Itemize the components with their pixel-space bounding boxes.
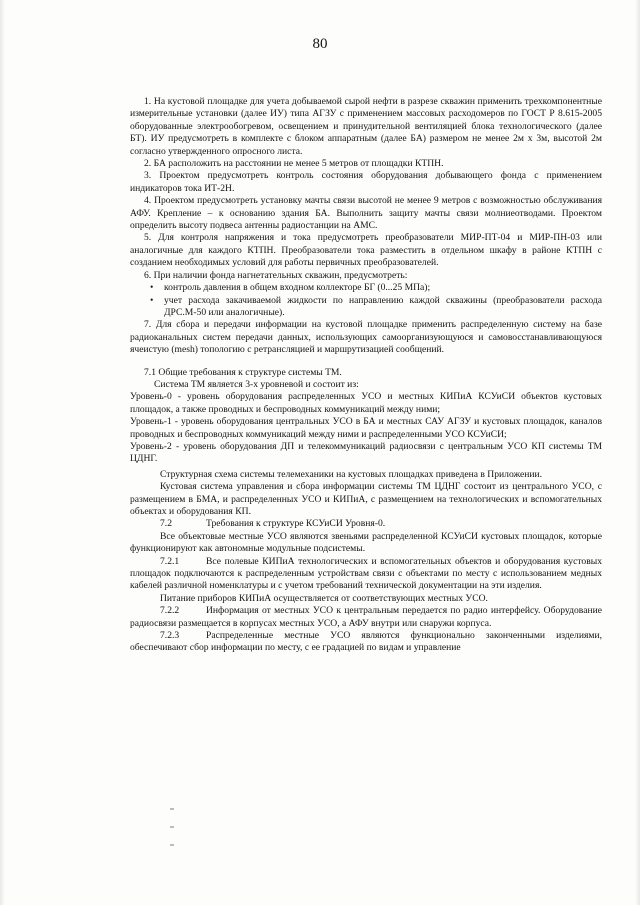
section-7-2-1-number: 7.2.1 [160,555,180,567]
item-5: 5. Для контроля напряжения и тока предусмотреть преобразователи МИР-ПТ-04 и МИР-ПН-03 или аналогичные для каждого КТПН. Преобразователи тока разместить в отдельном шкафу в районе КТПН с созданием необходимых условий для работы первичных преобразователей. [130,232,602,269]
page-number: 80 [312,36,328,52]
bullet-flow: • учет расхода закачиваемой жидкости по направлению каждой скважины (преобразователи расхода ДРС.М-50 или аналогичные). [164,295,602,320]
level-0: Уровень-0 - уровень оборудования распределенных УСО и местных КИПиА КСУиСИ объектов кустовых площадок, а также проводных и беспроводных коммуникаций между ними; [130,391,602,415]
section-7-2-2 [130,605,602,630]
bullet-pressure: • контроль давления в общем входном коллекторе БГ (0...25 МПа); [164,282,602,294]
document-body [130,96,602,655]
section-7-2-heading [130,518,602,530]
item-3: 3. Проектом предусмотреть контроль состояния оборудования добывающего фонда с применением индикаторов тока ИТ-2Н. [130,170,602,194]
item-4: 4. Проектом предусмотреть установку мачты связи высотой не менее 9 метров с возможностью обслуживания АФУ. Крепление – к основанию здания БА. Выполнить защиту мачты связи молниеотводами. Проектом определить высоту подвеса антенны радиостанции на АМС. [130,195,602,232]
section-7-2-3-number: 7.2.3 [160,630,180,642]
scan-speck [170,844,174,846]
level-1: Уровень-1 - уровень оборудования центральных УСО в БА и местных САУ АГЗУ и кустовых площадок, каналов проводных и беспроводных коммуникаций между ними и распределенными УСО КСУиСИ; [130,416,602,440]
section-7-2-3 [130,630,602,655]
section-7-2-1-text: Все полевые КИПиА технологических и вспомогательных объектов и оборудования кустовых площадок подключаются к распределенным устройствам связи с объектами по месту с использованием медных кабелей различной номенклатуры и с учетом требований технической документации на эти изделия. [130,555,602,592]
item-7: 7. Для сбора и передачи информации на кустовой площадке применить распределенную систему на базе радиоканальных систем передачи данных, использующих самоорганизующуюся и самовосстанавливающуюся ячеистую (mesh) топологию с ретрансляцией и маршрутизацией сообщений. [130,319,602,356]
section-7-2-number: 7.2 [160,518,172,530]
section-7-2-1 [130,556,602,593]
cluster-system-text: Кустовая система управления и сбора информации системы ТМ ЦДНГ состоит из центрального УСО, с размещением в БМА, и распределенных УСО и КИПиА, с размещением на технологических и вспомогательных объектах и оборудования КП. [130,481,602,517]
item-1: 1. На кустовой площадке для учета добываемой сырой нефти в разрезе скважин применить трехкомпонентные измерительные установки (далее ИУ) типа АГЗУ с применением массовых расходомеров по ГОСТ Р 8.615-2005 оборудованные электрообогревом, освещением и принудительной вентиляцией блока технологического (далее БТ). ИУ предусмотреть в комплекте с блоком аппаратным (далее БА) размером не менее 2м х 3м, высотой 2м согласно утвержденного опросного листа. [130,96,602,157]
scan-speck [170,808,174,810]
section-7-2-2-number: 7.2.2 [160,605,180,617]
scan-edge-left [0,0,5,905]
item-2: 2. БА расположить на расстоянии не менее 5 метров от площадки КТПН. [144,158,444,170]
section-7-2-title: Требования к структуре КСУиСИ Уровня-0. [206,518,386,530]
scan-edge-right [635,0,640,905]
section-7-1-heading: 7.1 Общие требования к структуре системы ТМ. [144,366,342,378]
section-7-2-text: Все объектовые местные УСО являются звеньями распределенной КСУиСИ кустовых площадок, которые функционируют как автономные модульные подсистемы. [130,530,602,555]
scan-speck [170,826,174,828]
section-7-2-1-power: Питание приборов КИПиА осуществляется от соответствующих местных УСО. [160,592,488,604]
section-7-2-3-text: Распределенные местные УСО являются функционально законченными изделиями, обеспечивают сбор информации по месту, с ее градацией по видам и управление [130,630,602,654]
structure-scheme-note: Структурная схема системы телемеханики на кустовых площадках приведена в Приложении. [160,468,543,480]
section-7-1-intro: Система ТМ является 3-х уровневой и состоит из: [154,378,359,390]
item-6-bullets [130,282,602,319]
level-2: Уровень-2 - уровень оборудования ДП и телекоммуникаций радиосвязи с центральным УСО КП системы ТМ ЦДНГ. [130,440,602,465]
item-6: 6. При наличии фонда нагнетательных скважин, предусмотреть: [144,269,408,281]
section-7-2-2-text: Информация от местных УСО к центральным передается по радио интерфейсу. Оборудование радиосвязи размещается в корпусах местных УСО, а АФУ внутри или снаружи корпуса. [130,605,602,629]
